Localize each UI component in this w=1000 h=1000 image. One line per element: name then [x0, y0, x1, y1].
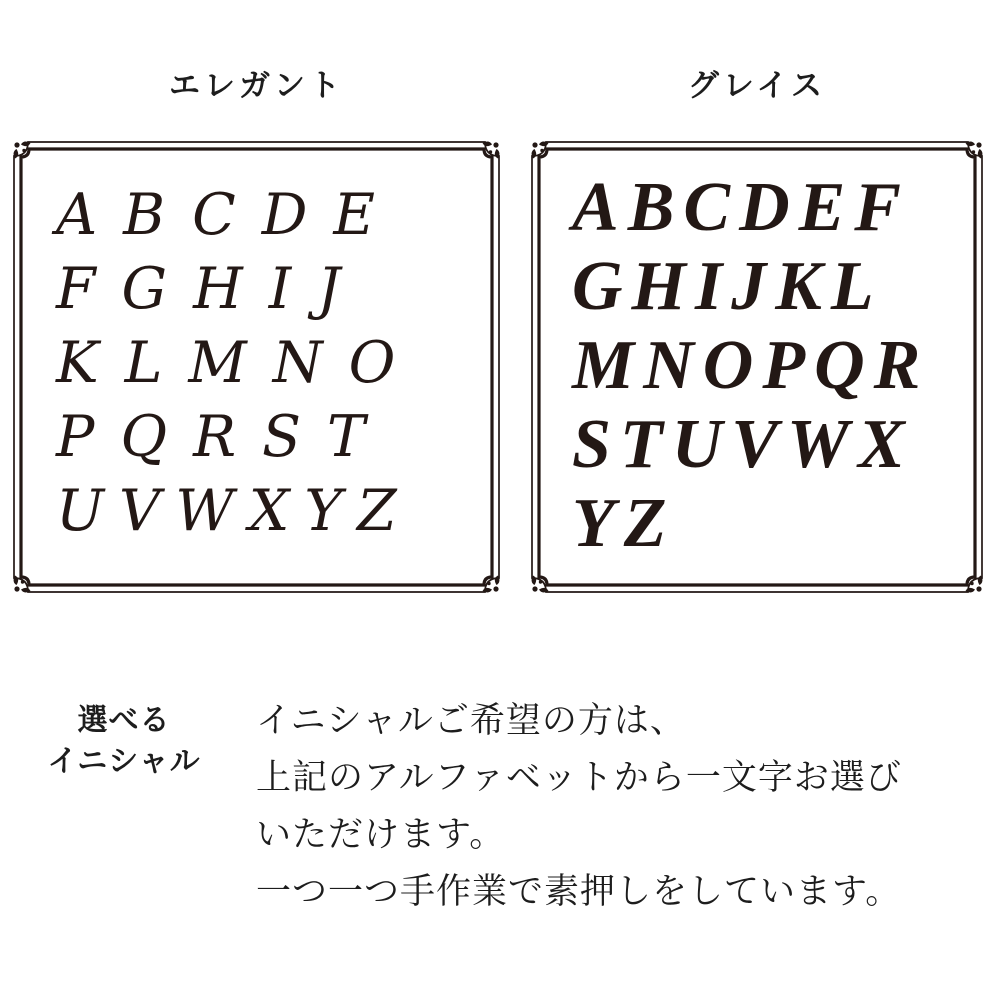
initial-description-text [256, 692, 976, 920]
elegant-alphabet [10, 138, 503, 596]
elegant-alphabet-panel [10, 138, 503, 596]
alphabet-row: UVWXYZ [56, 478, 412, 544]
description-line: 上記のアルファベットから一文字お選び [256, 758, 902, 797]
description-line: 一つ一つ手作業で素押しをしています。 [256, 872, 902, 911]
grace-alphabet [528, 138, 986, 596]
selectable-initial-label-line2: イニシャル [47, 745, 201, 778]
alphabet-row: KLMNO [56, 330, 422, 396]
alphabet-row: GHIJKL [572, 247, 883, 325]
alphabet-row: STUVWX [572, 405, 914, 483]
description-line: イニシャルご希望の方は、 [256, 701, 686, 740]
alphabet-row: MNOPQR [572, 326, 930, 404]
alphabet-row: ABCDEF [572, 168, 910, 246]
selectable-initial-label-line1: 選べる [77, 704, 171, 737]
description-line: いただけます。 [256, 815, 506, 854]
elegant-font-title: エレガント [169, 67, 344, 103]
alphabet-row: FGHIJ [56, 256, 367, 322]
grace-font-title: グレイス [687, 67, 827, 103]
alphabet-row: PQRST [56, 404, 392, 470]
selectable-initial-label [38, 700, 210, 782]
alphabet-row: ABCDE [56, 182, 402, 248]
grace-alphabet-panel [528, 138, 986, 596]
alphabet-row: YZ [572, 484, 676, 562]
